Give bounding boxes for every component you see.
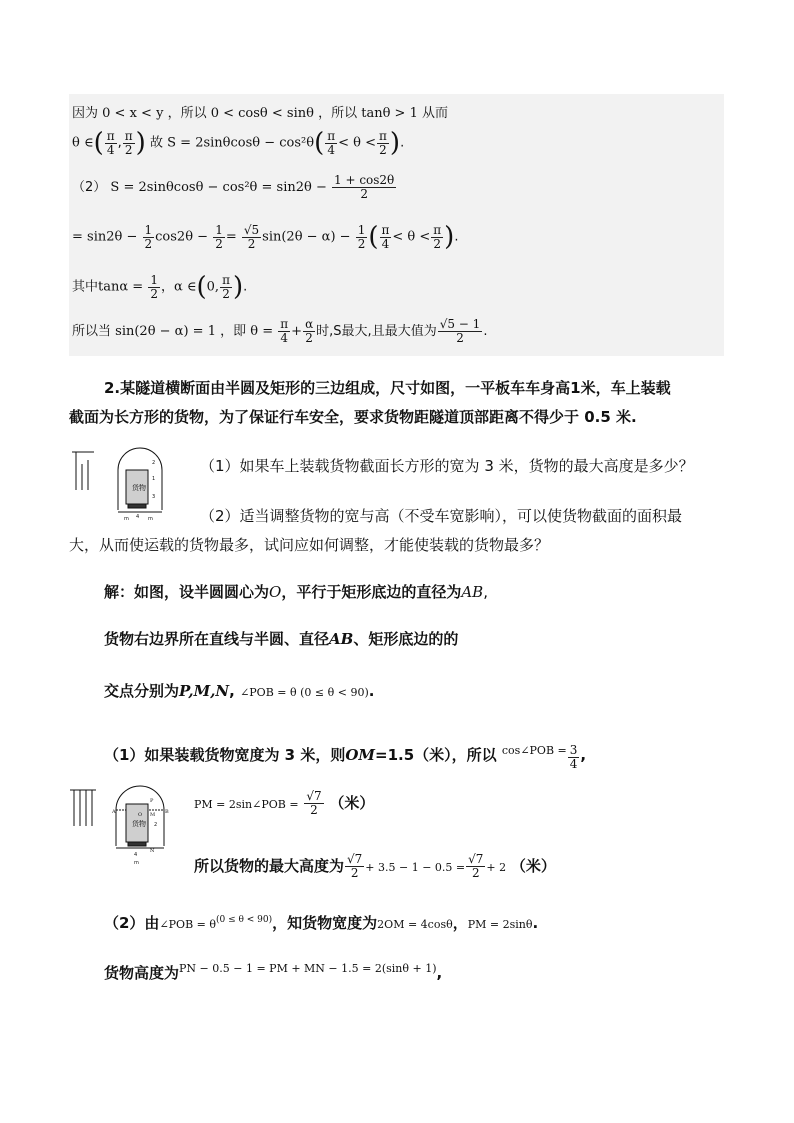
- tunnel-figure-1: [68, 440, 168, 522]
- svg-text:货物: 货物: [132, 820, 146, 828]
- svg-text:N: N: [150, 848, 155, 854]
- svg-text:1: 1: [152, 476, 156, 482]
- svg-text:m: m: [148, 516, 153, 522]
- solution-line-6: 所以货物的最大高度为 $\frac{√7}{2}$ + 3.5 − 1 − 0.5 = $\frac{√7}{2}$ + 2 （米）: [194, 852, 556, 880]
- question-2-line-b: 大，从而使运载的货物最多，试问应如何调整，才能使装载的货物最多？: [69, 536, 550, 554]
- solution-line-4: （1）如果装载货物宽度为 3 米，则OM=1.5（米），所以 $^{cos\angle POB =}$ $\frac{3}{4}$ ,: [104, 743, 587, 771]
- solution-line-8: 货物高度为$^{PN - 0.5 - 1 = PM + MN - 1.5 = 2(sin\theta + 1)}$,: [104, 962, 443, 982]
- solution-line-2: 货物右边界所在直线与半圆、直径AB、矩形底边的的: [104, 630, 459, 648]
- prev-line-2: θ ∈( $\frac{\pi}{4}$ , $\frac{\pi}{2}$ ) 故 S = 2sinθcosθ − cos²θ( $\frac{\pi}{4}$ < θ < $\frac{\pi}{2}$ ).: [72, 128, 405, 158]
- svg-text:2: 2: [152, 460, 156, 466]
- svg-text:3: 3: [152, 494, 156, 500]
- svg-text:m: m: [134, 860, 139, 866]
- prev-line-5: 其中tanα = $\frac{1}{2}$ ，α ∈(0, $\frac{\pi}{2}$ ).: [72, 272, 248, 302]
- prev-line-3: （2） S = 2sinθcosθ − cos²θ = sin2θ − $\frac{1 + \cos 2\theta}{2}$: [72, 173, 395, 201]
- svg-text:4: 4: [136, 514, 140, 520]
- solution-line-3: 交点分别为P,M,N, ∠POB = θ (0 ≤ θ < 90).: [104, 682, 375, 700]
- cargo-label: 货物: [132, 484, 146, 492]
- svg-text:P: P: [150, 798, 154, 804]
- svg-text:m: m: [124, 516, 129, 522]
- solution-line-5: PM = 2sin∠POB = $\frac{√7}{2}$ （米）: [194, 789, 375, 817]
- question-2-line-a: （2）适当调整货物的宽与高（不受车宽影响），可以使货物截面的面积最: [200, 507, 683, 525]
- question-1: （1）如果车上装载货物截面长方形的宽为 3 米，货物的最大高度是多少？: [200, 457, 694, 475]
- problem-2-line-2: 截面为长方形的货物，为了保证行车安全，要求货物距隧道顶部距离不得少于 0.5 米.: [69, 408, 637, 426]
- svg-text:2: 2: [154, 822, 158, 828]
- svg-text:A: A: [112, 809, 116, 815]
- svg-text:O: O: [138, 812, 143, 818]
- solution-line-1: 解：如图，设半圆圆心为O，平行于矩形底边的直径为AB,: [104, 583, 488, 601]
- solution-line-7: （2）由∠POB = $\theta^{(0 \le \theta < 90)}$，知货物宽度为2OM = 4cosθ，PM = 2sinθ.: [104, 914, 539, 932]
- svg-text:B: B: [165, 809, 169, 815]
- svg-text:4: 4: [134, 852, 138, 858]
- prev-line-4: = sin2θ − $\frac{1}{2}$ cos2θ − $\frac{1}{2}$ = $\frac{√5}{2}$ sin(2θ − α) − $\frac{1}{2}$ ( $\frac{\pi}{4}$ < θ < $\frac{\pi}{2}$ ).: [72, 222, 459, 252]
- svg-text:M: M: [150, 812, 156, 818]
- prev-line-6: 所以当 sin(2θ − α) = 1 ，即 θ = $\frac{\pi}{4}$ + $\frac{\alpha}{2}$ 时,S最大,且最大值为 $\frac{√5 - 1}{2}$ .: [72, 317, 488, 345]
- tunnel-figure-2: [68, 786, 168, 868]
- problem-2-line-1: 2.某隧道横断面由半圆及矩形的三边组成，尺寸如图，一平板车车身高1米，车上装载: [104, 379, 671, 397]
- prev-line-1: 因为 0 < x < y ，所以 0 < cosθ < sinθ ，所以 tanθ > 1 从而: [72, 106, 449, 121]
